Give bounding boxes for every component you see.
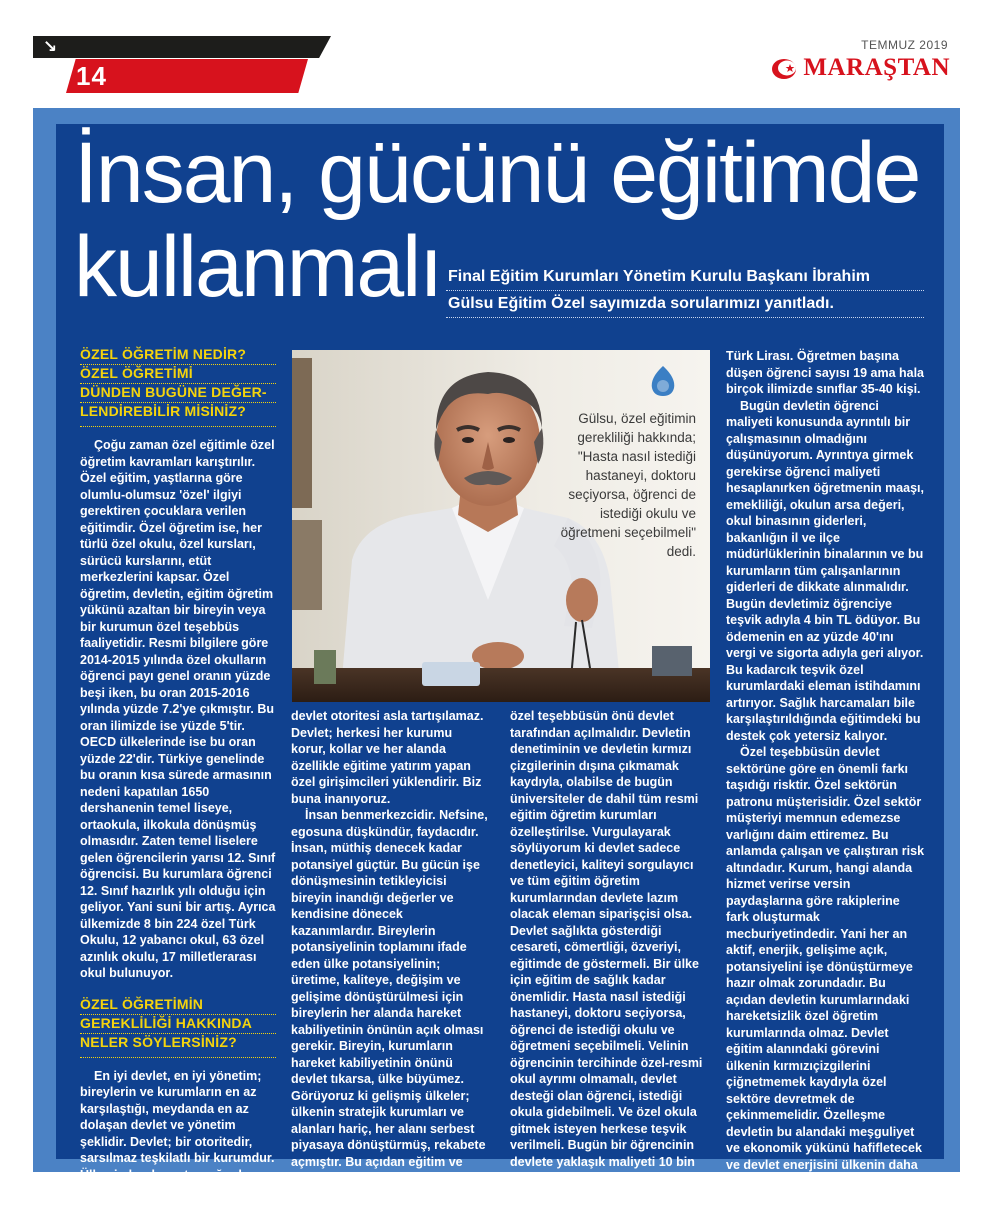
subhead-line-2: Gülsu Eğitim Özel sayımızda sorularımızı yanıtladı. bbox=[446, 291, 924, 318]
column-2-paragraph: İnsan benmerkezcidir. Nefsine, egosuna düşkündür, faydacıdır. İnsan, müthiş denecek kadar potansiyel güçtür. Bu gücün işe dönüşmesinin tetikleyicisi bireyin inandığı değerler ve kendisine dönecek kazanımlardır. Bireylerin potansiyelinin toplamını ifade eden ülke potansiyelinin; üretime, kaliteye, değişim ve gelişime dönüştürülmesi için bireylerin her alanda hareket kabiliyetinin önünün açık olması gerekir. Bireyin, kurumların hareket kabiliyetinin önünü devlet tıkarsa, ülke büyümez. Görüyoruz ki gelişmiş ülkeler; ülkenin stratejik kurumları ve alanları hariç, her alanı serbest piyasaya dönüştürmüş, rekabete açmıştır. Bu açıdan eğitim ve öğretimde bbox=[291, 807, 489, 1187]
column-4 bbox=[726, 348, 926, 1190]
question-1-line: DÜNDEN BUGÜNE DEĞER- bbox=[80, 384, 276, 403]
question-1-line: ÖZEL ÖĞRETİMİ bbox=[80, 365, 276, 384]
question-1-line: ÖZEL ÖĞRETİM NEDİR? bbox=[80, 346, 276, 365]
column-1 bbox=[80, 346, 276, 1216]
column-2-paragraph: devlet otoritesi asla tartışılamaz. Devlet; herkesi her kurumu korur, kollar ve her alanda özellikle eğitime yatırım yapan özel girişimcileri yüklendirir. Biz buna inanıyoruz. bbox=[291, 708, 489, 807]
column-3-paragraph: özel teşebbüsün önü devlet tarafından açılmalıdır. Devletin denetiminin ve devletin kırmızı çizgilerinin dışına çıkmamak kaydıyla, olabilse de bugün üniversiteler de dahil tüm resmi eğitim öğretim kurumları özelleştirilse. Vurgulayarak söylüyorum ki devlet sadece denetleyici, kaliteyi sorgulayıcı ve tüm eğitim öğretim kurumlarından devlete lazım olacak eleman siparişçisi olsa. Devlet sağlıkta gösterdiği cesareti, cömertliği, özveriyi, eğitimde de göstermeli. Bir ülke için eğitim de sağlık kadar önemlidir. Hasta nasıl istediği hastaneyi, doktoru seçiyorsa, öğrenci de istediği okulu ve öğretmeni seçebilmeli. Velinin öğrencinin tercihinde özel-resmi okul ayrımı olmamalı, devlet desteği olan öğrenci, istediği okula gidebilmeli. Ve özel okula gitmek isteyen herkese teşvik verilmeli. Bugün bir öğrencinin devlete yaklaşık maliyeti 10 bin bbox=[510, 708, 708, 1170]
article-subhead bbox=[446, 264, 924, 318]
column-4-paragraph: Özel teşebbüsün devlet sektörüne göre en önemli farkı taşıdığı risktir. Özel sektörün patronu müşterisidir. Özel sektör müşteriyi memnun edemezse varlığını daim ettiremez. Bu anlamda çalışan ve çalıştıran risk altındadır. Kurum, hangi alanda hizmet verirse versin paydaşlarına göre rakiplerine fark oluşturmak mecburiyetindedir. Yani her an aktif, enerjik, gelişime açık, potansiyelini işe dönüştürmeye hazır olmak zorundadır. Bu açıdan devletin kurumlarındaki hareketsizlik özel öğretim kurumlarında olmaz. Devlet eğitim alanındaki görevini ülkenin kırmızıçizgilerini çiğnetmemek kaydıyla özel sektöre devretmek de çekinmemelidir. Özelleşme devletin bu alandaki meşguliyet ve ekonomik yükünü hafifletecek ve devlet enerjisini ülkenin daha stratejik işlerine yöneltecektir. bbox=[726, 744, 926, 1190]
arrow-down-right-icon: ↘ bbox=[39, 36, 61, 58]
pull-quote bbox=[560, 364, 696, 561]
question-1-line: LENDİREBİLİR MİSİNİZ? bbox=[80, 403, 276, 421]
answer-2-paragraph: En iyi devlet, en iyi yönetim; bireylerin ve kurumların en az karşılaştığı, meydanda en az dolaşan devlet ve yönetim şeklidir. Devlet; bir otoritedir, sarsılmaz teşkilatlı bir kurumdur. Ülkenin her karış toprağında ve ülkenin tüm kurumlarının üzerindeki bbox=[80, 1068, 276, 1216]
question-2-line: NELER SÖYLERSİNİZ? bbox=[80, 1034, 276, 1052]
pull-quote-text: Gülsu, özel eğitimin gerekliliği hakkında; "Hasta nasıl istediği hastaneyi, doktoru seçiyorsa, öğrenci de istediği okulu ve öğretmeni seçebilmeli" dedi. bbox=[560, 409, 696, 561]
issue-date: TEMMUZ 2019 bbox=[861, 38, 948, 52]
question-2-line: GEREKLİLİĞİ HAKKINDA bbox=[80, 1015, 276, 1034]
column-3 bbox=[510, 708, 708, 1170]
speech-bubble-icon bbox=[646, 364, 680, 398]
subhead-line-1: Final Eğitim Kurumları Yönetim Kurulu Başkanı İbrahim bbox=[446, 264, 924, 291]
crescent-star-logo-icon bbox=[771, 56, 799, 80]
page-number: 14 bbox=[76, 59, 107, 93]
question-2-line: ÖZEL ÖĞRETİMİN bbox=[80, 996, 276, 1015]
column-4-paragraph: Bugün devletin öğrenci maliyeti konusunda ayrıntılı bir çalışmasının olmadığını düşünüyorum. Ayrıntıya girmek gerekirse öğrenci maliyeti hesaplanırken öğretmenin maaşı, emekliliği, okulun arsa değeri, okul binasının giderleri, bakanlığın il ve ilçe müdürlüklerinin binalarının ve bu kurumların tüm çalışanlarının giderleri de dikkate alınmalıdır. Bugün devletimiz öğrenciye teşvik adıyla 4 bin TL ödüyor. Bu ödemenin en az yüzde 40'ını vergi ve sigorta adıyla geri alıyor. Bu kadarcık teşvik özel kurumlardaki eleman istihdamını artırıyor. Sağlık harcamaları bile karşılaştırıldığında eğitimdeki bu destek çok yetersiz kalıyor. bbox=[726, 398, 926, 745]
column-4-paragraph: Türk Lirası. Öğretmen başına düşen öğrenci sayısı 19 ama hala birçok ilimizde sınıflar 35-40 kişi. bbox=[726, 348, 926, 398]
headline-line-2: kullanmalı bbox=[74, 220, 944, 314]
publication-logo bbox=[771, 54, 950, 82]
question-2 bbox=[80, 996, 276, 1058]
question-1 bbox=[80, 346, 276, 427]
answer-1-paragraph: Çoğu zaman özel eğitimle özel öğretim kavramları karıştırılır. Özel eğitim, yaştlarına göre olumlu-olumsuz 'özel' ilgiyi gerektiren çocuklara verilen eğitimdir. Özel öğretim ise, her türlü özel okulu, özel kursları, sürücü kurslarını, etüt merkezlerini kapsar. Özel öğretim, devletin, eğitim öğretim yükünü azaltan bir bireyin veya bir kurumun özel teşebbüs faaliyetidir. Resmi bilgilere göre 2014-2015 yılında özel okulların öğrenci payı genel oranın yüzde beşi iken, bu oran 2015-2016 yılında yüzde 7.2'ye çıkmıştır. Bu oran ilimizde ise yüzde 5'tir. OECD ülkelerinde ise bu oran yüzde 22'dir. Türkiye genelinde bu oranın kısa sürede armasının nedeni kapatılan 1650 dershanenin temel liseye, ortaokula, ilkokula dönüşmüş olmasıdır. Zaten temel liselere gelen öğrencilerin yarısı 12. Sınıf öğrencisi. Bu kurumlara öğrenci 12. Sınıf hazırlık yılı olduğu için geliyor. Yani suni bir artış. Ayrıca ülkemizde 8 bin 224 özel Türk Okulu, 12 yabancı okul, 63 özel azınlık okulu, 17 milletlerarası okul bulunuyor. bbox=[80, 437, 276, 982]
logo-text: MARAŞTAN bbox=[803, 54, 950, 82]
headline-line-1: İnsan, gücünü eğitimde bbox=[74, 125, 919, 221]
header-bar-black bbox=[33, 36, 331, 58]
column-2 bbox=[291, 708, 489, 1187]
